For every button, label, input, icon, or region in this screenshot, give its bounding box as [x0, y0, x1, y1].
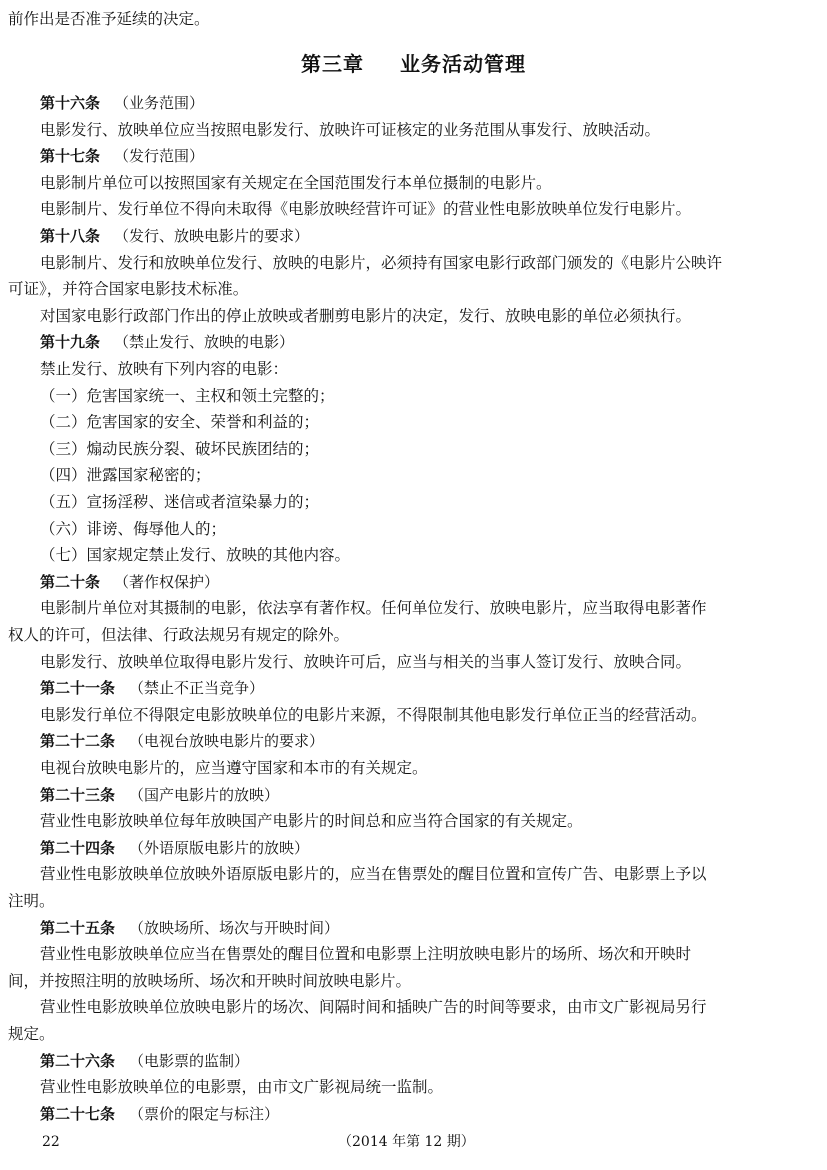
paragraph-continuation: 权人的许可，但法律、行政法规另有规定的除外。 [8, 626, 350, 644]
paragraph-continuation: 间，并按照注明的放映场所、场次和开映时间放映电影片。 [8, 971, 412, 990]
chapter-heading [0, 48, 827, 77]
paragraph-line: 营业性电影放映单位每年放映国产电影片的时间总和应当符合国家的有关规定。 [40, 812, 583, 831]
paragraph-line: （四）泄露国家秘密的； [40, 466, 211, 485]
article-heading [40, 1101, 818, 1127]
intro-text: 前作出是否准予延续的决定。 [8, 10, 210, 28]
paragraph-continuation: 注明。 [8, 892, 55, 910]
paragraph-line: （三）煽动民族分裂、破坏民族团结的； [40, 439, 320, 458]
article-title: （电视台放映电影片的要求） [129, 732, 325, 751]
article-number: 第二十二条 [40, 732, 116, 751]
article-number: 第十八条 [40, 227, 101, 245]
article-number: 第二十五条 [40, 918, 116, 937]
article-number: 第十九条 [40, 333, 101, 352]
paragraph-line: 营业性电影放映单位的电影票，由市文广影视局统一监制。 [40, 1078, 444, 1097]
paragraph-line: 对国家电影行政部门作出的停止放映或者删剪电影片的决定，发行、放映电影的单位必须执行。 [40, 306, 692, 325]
article-title: （业务范围） [114, 94, 205, 112]
article-number: 第二十四条 [40, 838, 116, 857]
article-heading [40, 223, 818, 249]
article-heading [40, 329, 818, 355]
article-number: 第十六条 [40, 94, 101, 112]
article-number: 第二十一条 [40, 679, 116, 698]
paragraph-line: 禁止发行、放映有下列内容的电影： [40, 360, 289, 378]
article-title: （禁止不正当竞争） [129, 679, 265, 698]
article-number: 第二十七条 [40, 1104, 116, 1123]
article-title: （发行范围） [114, 147, 205, 166]
paragraph-line: （五）宣扬淫秽、迷信或者渲染暴力的； [40, 493, 320, 511]
article-heading [40, 782, 818, 808]
article-title: （外语原版电影片的放映） [129, 838, 310, 857]
article-title: （票价的限定与标注） [129, 1104, 280, 1123]
article-heading [40, 90, 818, 116]
paragraph-continuation: 规定。 [8, 1025, 55, 1043]
article-heading [40, 835, 818, 861]
article-title: （著作权保护） [114, 572, 220, 591]
paragraph-line: （二）危害国家的安全、荣誉和利益的； [40, 413, 320, 432]
paragraph-line: 营业性电影放映单位放映外语原版电影片的，应当在售票处的醒目位置和宣传广告、电影票上予以 [40, 865, 707, 884]
article-number: 第十七条 [40, 147, 101, 166]
chapter-title: 业务活动管理 [400, 52, 526, 76]
article-heading [40, 915, 818, 941]
paragraph-line: 电影制片单位对其摄制的电影，依法享有著作权。任何单位发行、放映电影片，应当取得电影著作 [40, 599, 707, 618]
issue-label: （2014 年第 12 期） [338, 1134, 475, 1150]
paragraph-line: 营业性电影放映单位应当在售票处的醒目位置和电影票上注明放映电影片的场所、场次和开映时 [40, 945, 692, 964]
paragraph-line: 电影发行单位不得限定电影放映单位的电影片来源，不得限制其他电影发行单位正当的经营活动。 [40, 705, 707, 724]
article-number: 第二十三条 [40, 785, 116, 804]
paragraph-line: 电影发行、放映单位应当按照电影发行、放映许可证核定的业务范围从事发行、放映活动。 [40, 120, 661, 139]
article-heading [40, 1048, 818, 1074]
paragraph-line: （七）国家规定禁止发行、放映的其他内容。 [40, 546, 351, 565]
article-heading [40, 143, 818, 169]
article-title: （国产电影片的放映） [129, 785, 280, 804]
article-heading [40, 569, 818, 595]
paragraph-line: （六）诽谤、侮辱他人的； [40, 519, 227, 538]
chapter-number: 第三章 [301, 52, 364, 76]
article-title: （禁止发行、放映的电影） [114, 333, 295, 352]
paragraph-line: 电影发行、放映单位取得电影片发行、放映许可后，应当与相关的当事人签订发行、放映合同。 [40, 652, 692, 671]
paragraph-line: 电影制片、发行和放映单位发行、放映的电影片，必须持有国家电影行政部门颁发的《电影片公映许 [40, 253, 723, 272]
paragraph-line: 营业性电影放映单位放映电影片的场次、间隔时间和插映广告的时间等要求，由市文广影视局另行 [40, 998, 707, 1017]
article-heading [40, 675, 818, 701]
article-number: 第二十六条 [40, 1051, 116, 1070]
paragraph-line: 电视台放映电影片的，应当遵守国家和本市的有关规定。 [40, 759, 428, 777]
article-title: （电影票的监制） [129, 1051, 250, 1070]
paragraph-line: （一）危害国家统一、主权和领土完整的； [40, 386, 335, 405]
article-title: （发行、放映电影片的要求） [114, 227, 310, 245]
paragraph-continuation: 可证》，并符合国家电影技术标准。 [8, 280, 249, 299]
page-number: 22 [42, 1134, 60, 1150]
article-heading [40, 728, 818, 754]
article-number: 第二十条 [40, 572, 101, 591]
article-title: （放映场所、场次与开映时间） [129, 918, 340, 937]
paragraph-line: 电影制片单位可以按照国家有关规定在全国范围发行本单位摄制的电影片。 [40, 173, 552, 192]
paragraph-line: 电影制片、发行单位不得向未取得《电影放映经营许可证》的营业性电影放映单位发行电影片。 [40, 200, 692, 219]
